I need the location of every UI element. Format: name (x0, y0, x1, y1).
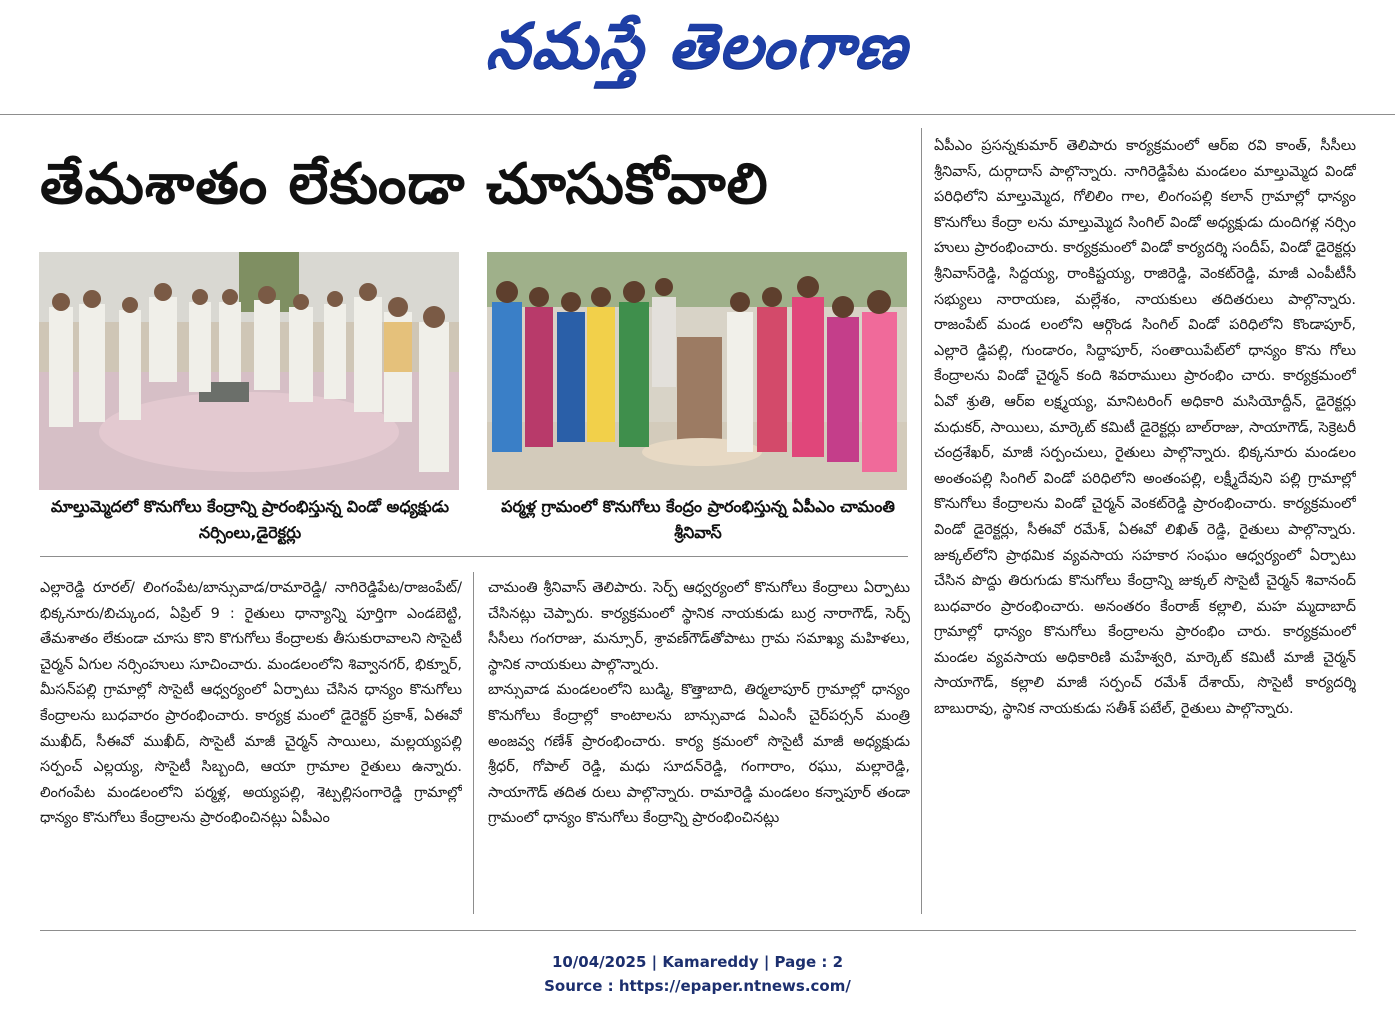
article-column-1 (40, 576, 462, 912)
footer-source: Source : https://epaper.ntnews.com/ (544, 977, 851, 995)
column-2-paragraph-1: చామంతి శ్రీనివాస్ తెలిపారు. సెర్ప్ ఆధ్వర్యంలో కొనుగోలు కేంద్రాలు ఏర్పాటు చేసినట్లు చెప్పారు. కార్యక్రమంలో స్థానిక నాయకుడు బుర్ర నారాగౌడ్, సెర్ప్ సీసీలు గంగరాజు, మన్సూర్, శ్రావణ్‌గౌడ్‌తోపాటు గ్రామ సమాఖ్య మహిళలు, స్థానిక నాయకులు పాల్గొన్నారు. (488, 580, 910, 673)
article-headline: తేమశాతం లేకుండా చూసుకోవాలి (40, 152, 769, 217)
caption-divider (40, 556, 908, 557)
column-1-text: ఎల్లారెడ్డి రూరల్/ లింగంపేట/బాన్సువాడ/రామారెడ్డి/ నాగిరెడ్డిపేట/రాజంపేట్/భిక్కనూరు/బిచ్కుంద, ఏప్రిల్ 9 : రైతులు ధాన్యాన్ని పూర్తిగా ఎండబెట్టి, తేమశాతం లేకుండా చూసు కొని కొగుగోలు కేంద్రాలకు తీసుకురావాలని సొసైటీ చైర్మన్ ఏగుల నర్సింహులు సూచించారు. మండలంలోని శివ్వానగర్, భిక్నూర్, మీసన్‌పల్లి గ్రామాల్లో సొసైటీ ఆధ్వర్యంలో ఏర్పాటు చేసిన ధాన్యం కొనుగోలు కేంద్రాలను బుధవారం ప్రారంభించారు. కార్యక్ర మంలో డైరెక్టర్ ప్రకాశ్, ఏఈవో ముఖీద్, సీఈవో ముఖీద్, సొసైటీ మాజీ చైర్మన్ సాయిలు, మల్లయ్యపల్లి సర్పంచ్ ఎల్లయ్య, సొసైటీ సిబ్బంది, ఆయా గ్రామాల రైతులు ఉన్నారు. లింగంపేట మండలంలోని పర్మళ్ల, అయ్యపల్లి, శెట్పల్లిసంగారెడ్డి గ్రామాల్లో ధాన్యం కొనుగోలు కేంద్రాలను ప్రారంభించినట్లు ఏపీఎం (40, 580, 462, 827)
footer (0, 950, 1395, 998)
photo-parmalla-center (487, 252, 907, 490)
column-2-paragraph-2: బాన్సువాడ మండలంలోని బుడ్మి, కొత్తాబాది, తిర్మలాపూర్ గ్రామాల్లో ధాన్యం కొనుగోలు కేంద్రాల్లో కాంటాలను బాన్సువాడ ఏఎంసీ చైర్‌పర్సన్ మంత్రి అంజవ్వ గణేశ్ ప్రారంభించారు. కార్య క్రమంలో సొసైటీ మాజీ అధ్యక్షుడు శ్రీధర్, గోపాల్ రెడ్డి, మధు సూదన్‌రెడ్డి, గంగారాం, రఘు, మల్లారెడ్డి, సాయాగౌడ్ తదిత రులు పాల్గొన్నారు. రామారెడ్డి మండలం కన్నాపూర్ తండా గ్రామంలో ధాన్యం కొనుగోలు కేంద్రాన్ని ప్రారంభించినట్లు (488, 682, 910, 827)
footer-date-edition-page: 10/04/2025 | Kamareddy | Page : 2 (551, 953, 844, 971)
photo-caption-2: పర్మళ్ల గ్రామంలో కొనుగోలు కేంద్రం ప్రారంభిస్తున్న ఏపీఎం చామంతి శ్రీనివాస్ (501, 497, 895, 542)
article-column-3 (934, 134, 1356, 914)
masthead-divider (0, 114, 1395, 115)
photo-image-1 (39, 252, 459, 490)
column-divider-2 (921, 128, 922, 914)
column-divider-1 (473, 572, 474, 914)
newspaper-title: నమస్తే తెలంగాణ (484, 9, 912, 82)
masthead (0, 0, 1395, 112)
photo-image-2 (487, 252, 907, 490)
column-3-text: ఏపీఎం ప్రసన్నకుమార్ తెలిపారు కార్యక్రమంలో ఆర్ఐ రవి కాంత్, సీసీలు శ్రీనివాస్, దుర్గాదాస్ పాల్గొన్నారు. నాగిరెడ్డిపేట మండలం మాల్తుమ్మెద విండో పరిధిలోని మాల్తుమ్మెద, గోలిలిం గాల, లింగంపల్లి కలాన్ గ్రామాల్లో ధాన్యం కొనుగోలు కేంద్రా లను మాల్తుమ్మెద సింగిల్ విండో అధ్యక్షుడు దుందిగళ్ల నర్సిం హులు ప్రారంభించారు. కార్యక్రమంలో విండో కార్యదర్శి సందీప్, విండో డైరెక్టర్లు శ్రీనివాస్‌రెడ్డి, సిద్దయ్య, రాంకిష్టయ్య, రాజిరెడ్డి, వెంకట్‌రెడ్డి, మాజీ ఎంపీటీసీ సభ్యులు నారాయణ, మల్లేశం, నాయకులు తదితరులు పాల్గొన్నారు. రాజంపేట్ మండ లంలోని ఆర్గొండ సింగిల్ విండో పరిధిలోని కొండాపూర్, ఎల్లారె డ్డిపల్లి, గుండారం, సిద్దాపూర్, సంతాయిపేట్‌లో ధాన్యం కొను గోలు కేంద్రాలను విండో చైర్మన్ కంది శివరాములు ప్రారంభిం చారు. కార్యక్రమంలో ఏవో శ్రుతి, ఆర్ఐ లక్ష్మయ్య, మానిటరింగ్ అధికారి మసియోద్దీన్, డైరెక్టర్లు మధుకర్, సాయిలు, మార్కెట్ కమిటీ డైరెక్టర్లు బాల్‌రాజు, సాయాగౌడ్, సెక్రెటరీ చంద్రశేఖర్, మాజీ సర్పంచులు, రైతులు పాల్గొన్నారు. భిక్కనూరు మండలం అంతంపల్లి సింగిల్ విండో పరిధిలోని అంతంపల్లి, లక్ష్మీదేవుని పల్లి గ్రామాల్లో కొనుగోలు కేంద్రాలను విండో చైర్మన్ వెంకట్‌రెడ్డి ప్రారంభించారు. కార్యక్రమంలో విండో డైరెక్టర్లు, సీఈవో రమేశ్, ఏఈవో లిఖిత్ రెడ్డి, రైతులు పాల్గొన్నారు. జుక్కల్‌లోని ప్రాథమిక వ్యవసాయ సహకార సంఘం ఆధ్వర్యంలో ఏర్పాటు చేసిన పొద్దు తిరుగుడు కొనుగోలు కేంద్రాన్ని జుక్కల్ సొసైటీ చైర్మన్ శివానంద్ బుధవారం ప్రారంభించారు. అనంతరం కేంరాజ్ కల్లాలి, మహ మ్మదాబాద్ గ్రామాల్లో ధాన్యం కొనుగోలు కేంద్రాలను ప్రారంభిం చారు. కార్యక్రమంలో మండల వ్యవసాయ అధికారిణి మహేశ్వరి, మార్కెట్ కమిటీ మాజీ చైర్మన్ సాయాగౌడ్, కల్లాలి మాజీ సర్పంచ్ రమేశ్ దేశాయ్, సొసైటీ కార్యదర్శి బాబురావు, స్థానిక నాయకుడు సతీశ్ పటేల్, రైతులు పాల్గొన్నారు. (934, 138, 1356, 718)
article-column-2 (488, 576, 910, 912)
footer-divider (40, 930, 1356, 931)
photo-caption-1: మాల్తుమ్మెదలో కొనుగోలు కేంద్రాన్ని ప్రారంభిస్తున్న విండో అధ్యక్షుడు నర్సింలు,డైరెక్టర్లు (50, 497, 450, 542)
photo-malthummeda-center (39, 252, 459, 490)
